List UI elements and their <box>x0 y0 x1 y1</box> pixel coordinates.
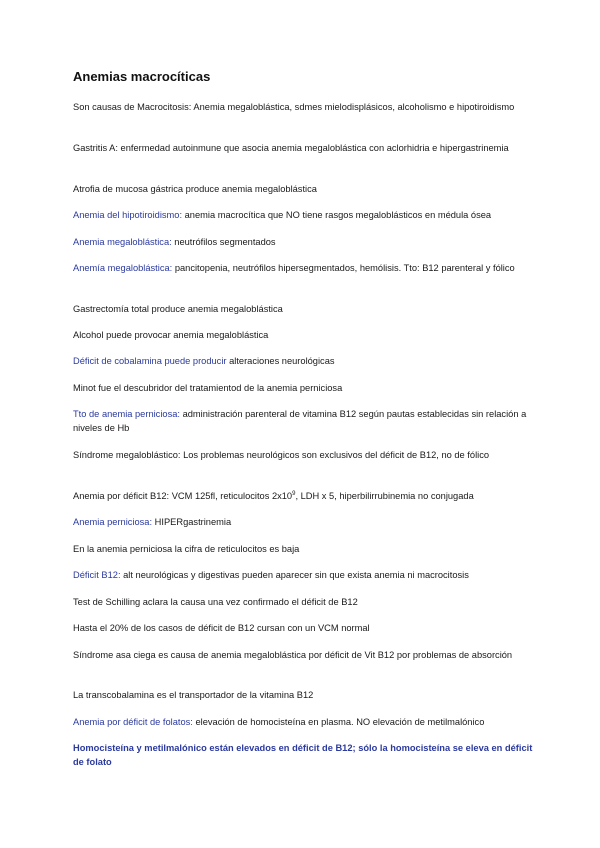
paragraph-hipotiroidismo <box>73 208 533 222</box>
paragraph-sindrome-megaloblastico <box>73 448 533 462</box>
paragraph-text: Test de Schilling aclara la causa una vez confirmado el déficit de B12 <box>73 597 358 607</box>
paragraph-text: Hasta el 20% de los casos de déficit de B12 cursan con un VCM normal <box>73 623 370 633</box>
paragraph-text: , LDH x 5, hiperbilirrubinemia no conjugada <box>295 491 474 501</box>
paragraph-minot <box>73 381 533 395</box>
paragraph-transcobalamina <box>73 688 533 702</box>
paragraph-text: Síndrome asa ciega es causa de anemia megaloblástica por déficit de Vit B12 por problemas de absorción <box>73 650 513 660</box>
highlight-label: Anemía megaloblástica: <box>73 263 173 273</box>
paragraph-text: Anemia por déficit B12: VCM 125fl, reticulocitos 2x10 <box>73 491 293 501</box>
paragraph-text: anemia macrocítica que NO tiene rasgos megaloblásticos en médula ósea <box>182 210 492 220</box>
paragraph-perniciosa-gastrina <box>73 515 533 529</box>
paragraph-text: elevación de homocisteína en plasma. NO elevación de metilmalónico <box>192 717 485 727</box>
paragraph-text: administración parenteral de vitamina B12 según pautas establecidas sin relación a niveles de Hb <box>73 409 527 433</box>
highlight-label: Anemia megaloblástica: <box>73 237 172 247</box>
paragraph-text: La transcobalamina es el transportador de la vitamina B12 <box>73 690 314 700</box>
paragraph-macrocitosis-causes <box>73 100 533 114</box>
highlight-label: Tto de anemia perniciosa: <box>73 409 180 419</box>
highlight-label: Anemia del hipotiroidismo: <box>73 210 183 220</box>
paragraph-megaloblastica-2 <box>73 261 533 275</box>
paragraph-text: Minot fue el descubridor del tratamientod de la anemia perniciosa <box>73 383 343 393</box>
paragraph-text: Atrofia de mucosa gástrica produce anemia megaloblástica <box>73 184 317 194</box>
paragraph-text: neutrófilos segmentados <box>171 237 276 247</box>
highlight-paragraph: Homocisteína y metilmalónico están elevados en déficit de B12; sólo la homocisteína se eleva en déficit de folato <box>73 743 533 767</box>
paragraph-text: Gastritis A: enfermedad autoinmune que asocia anemia megaloblástica con aclorhidria e hipergastrinemia <box>73 143 509 153</box>
paragraph-text: Son causas de Macrocitosis: Anemia megaloblástica, sdmes mielodisplásicos, alcoholismo e hipotiroidismo <box>73 102 515 112</box>
paragraph-megaloblastica-1 <box>73 235 533 249</box>
superscript: 9 <box>292 490 296 497</box>
paragraph-reticulocitos <box>73 542 533 556</box>
paragraph-text: alt neurológicas y digestivas pueden aparecer sin que exista anemia ni macrocitosis <box>120 570 469 580</box>
paragraph-schilling <box>73 595 533 609</box>
paragraph-text: HIPERgastrinemia <box>152 517 232 527</box>
page-title: Anemias macrocíticas <box>73 69 211 84</box>
paragraph-folatos <box>73 715 533 729</box>
paragraph-text: En la anemia perniciosa la cifra de reticulocitos es baja <box>73 544 300 554</box>
highlight-label: Déficit B12: <box>73 570 121 580</box>
paragraph-gastrectomia <box>73 302 533 316</box>
highlight-label: Anemia perniciosa: <box>73 517 153 527</box>
paragraph-asa-ciega <box>73 648 533 662</box>
paragraph-gastritis <box>73 141 533 155</box>
paragraph-text: Síndrome megaloblástico: Los problemas neurológicos son exclusivos del déficit de B12, no de fólico <box>73 450 490 460</box>
paragraph-vcm-normal <box>73 621 533 635</box>
paragraph-atrofia <box>73 182 533 196</box>
paragraph-alcohol <box>73 328 533 342</box>
paragraph-text: Gastrectomía total produce anemia megaloblástica <box>73 304 283 314</box>
highlight-label: Anemia por déficit de folatos: <box>73 717 193 727</box>
paragraph-homocisteina <box>73 741 533 769</box>
paragraph-deficit-b12-vcm <box>73 489 533 503</box>
paragraph-cobalamina <box>73 354 533 368</box>
paragraph-tto-perniciosa <box>73 407 533 435</box>
paragraph-deficit-b12-neuro <box>73 568 533 582</box>
paragraph-text: pancitopenia, neutrófilos hipersegmentados, hemólisis. Tto: B12 parenteral y fólico <box>172 263 515 273</box>
highlight-label: Déficit de cobalamina puede producir <box>73 356 227 366</box>
paragraph-text: Alcohol puede provocar anemia megaloblástica <box>73 330 269 340</box>
paragraph-text: alteraciones neurológicas <box>226 356 335 366</box>
